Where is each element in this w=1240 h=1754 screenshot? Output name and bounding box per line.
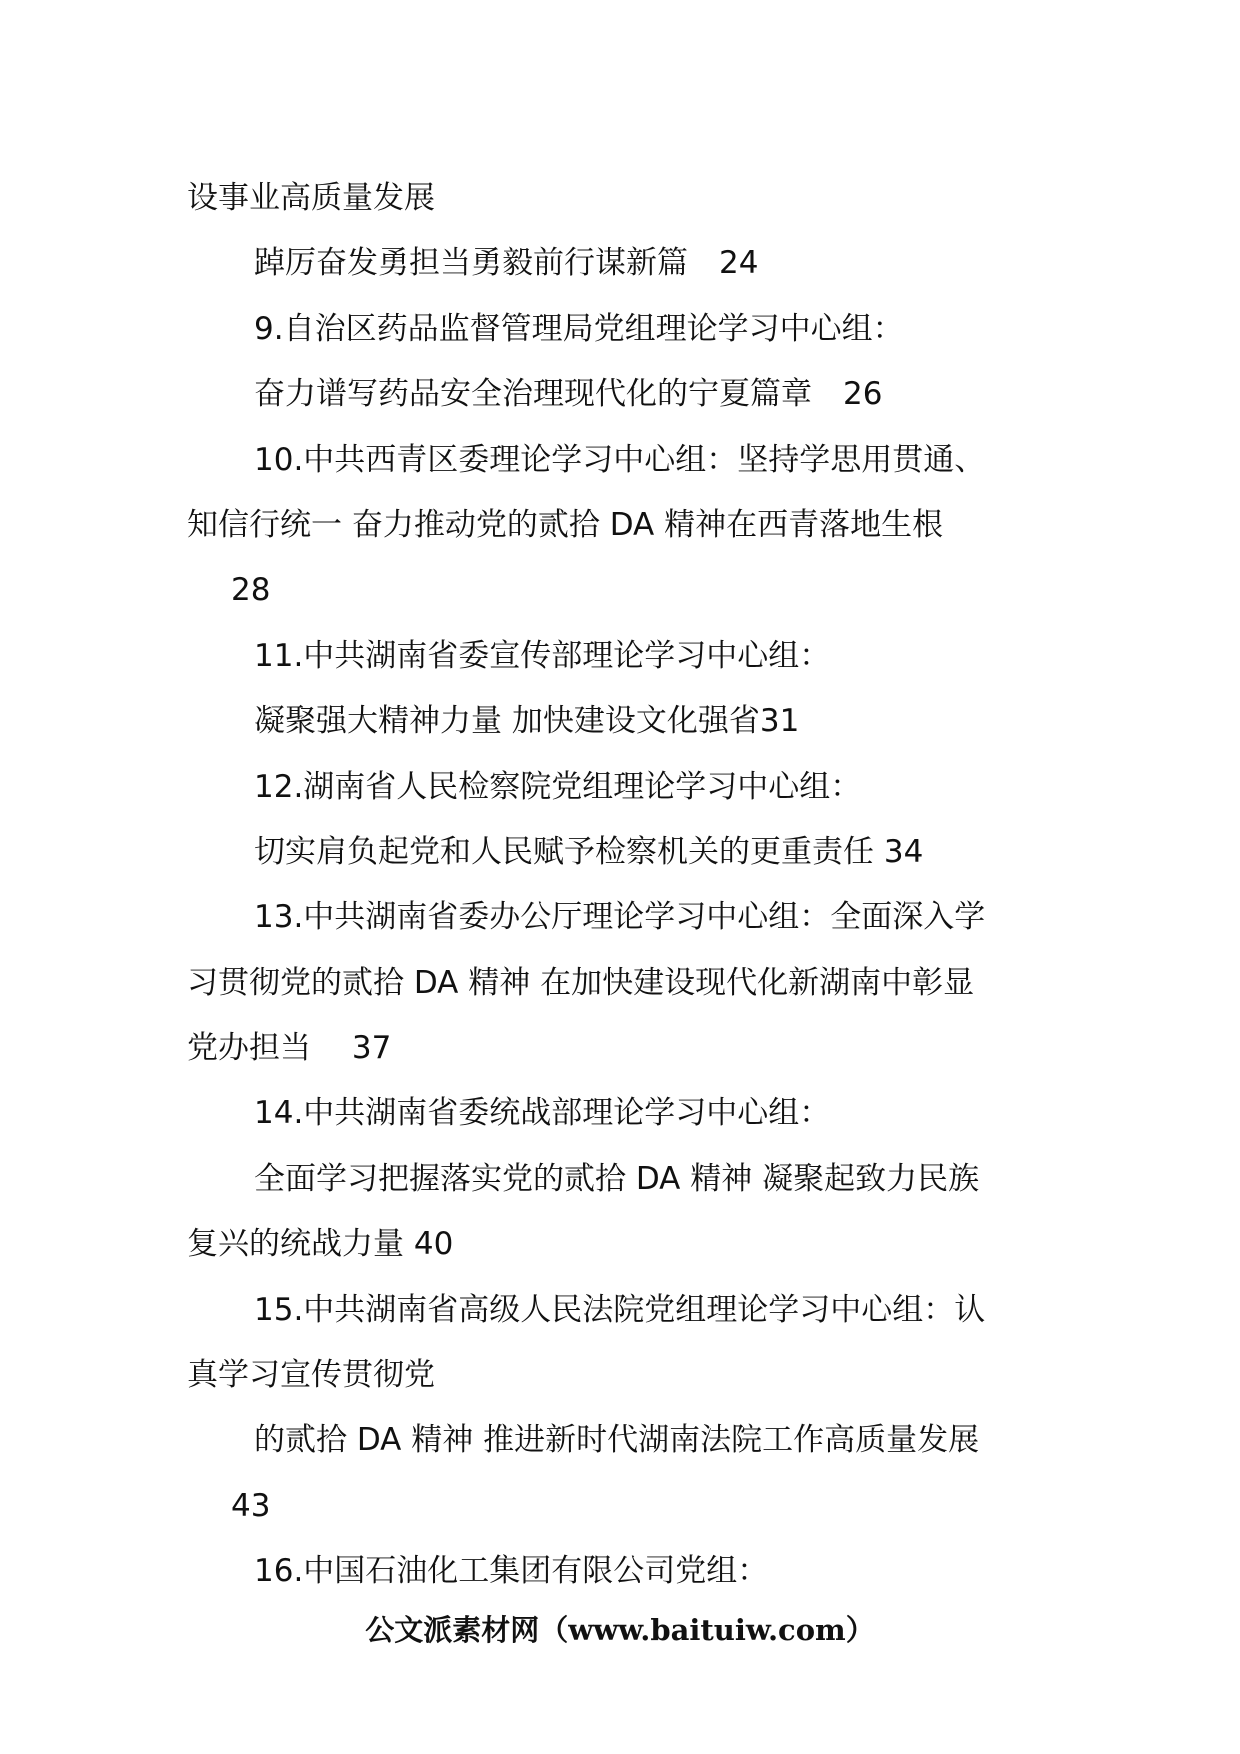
- toc-line: 16.中国石油化工集团有限公司党组：: [254, 1553, 769, 1590]
- toc-line: 15.中共湖南省高级人民法院党组理论学习中心组：认: [254, 1291, 986, 1328]
- toc-line: 全面学习把握落实党的贰拾 DA 精神 凝聚起致力民族: [254, 1160, 980, 1197]
- toc-line: 9.自治区药品监督管理局党组理论学习中心组：: [254, 310, 904, 347]
- toc-line: 复兴的统战力量 40: [187, 1226, 454, 1263]
- toc-line: 设事业高质量发展: [187, 180, 435, 216]
- toc-page-number: 43: [231, 1487, 271, 1524]
- footer-watermark: 公文派素材网（www.baituiw.com）: [365, 1613, 875, 1647]
- toc-line: 的贰拾 DA 精神 推进新时代湖南法院工作高质量发展: [254, 1422, 980, 1459]
- toc-line: 13.中共湖南省委办公厅理论学习中心组：全面深入学: [254, 899, 986, 936]
- toc-line: 知信行统一 奋力推动党的贰拾 DA 精神在西青落地生根: [187, 506, 944, 543]
- toc-line: 奋力谱写药品安全治理现代化的宁夏篇章 26: [254, 376, 883, 413]
- toc-line: 凝聚强大精神力量 加快建设文化强省31: [254, 703, 800, 740]
- toc-page-number: 28: [231, 572, 271, 609]
- toc-line: 11.中共湖南省委宣传部理论学习中心组：: [254, 637, 831, 674]
- toc-line: 踔厉奋发勇担当勇毅前行谋新篇 24: [254, 245, 759, 282]
- toc-line: 切实肩负起党和人民赋予检察机关的更重责任 34: [254, 833, 924, 870]
- toc-line: 12.湖南省人民检察院党组理论学习中心组：: [254, 768, 862, 805]
- toc-line: 习贯彻党的贰拾 DA 精神 在加快建设现代化新湖南中彰显: [187, 964, 975, 1001]
- toc-line: 10.中共西青区委理论学习中心组：坚持学思用贯通、: [254, 441, 986, 478]
- toc-line: 党办担当 37: [187, 1030, 392, 1067]
- toc-line: 真学习宣传贯彻党: [187, 1357, 435, 1394]
- table-of-contents: [187, 166, 1067, 1605]
- toc-line: 14.中共湖南省委统战部理论学习中心组：: [254, 1095, 831, 1132]
